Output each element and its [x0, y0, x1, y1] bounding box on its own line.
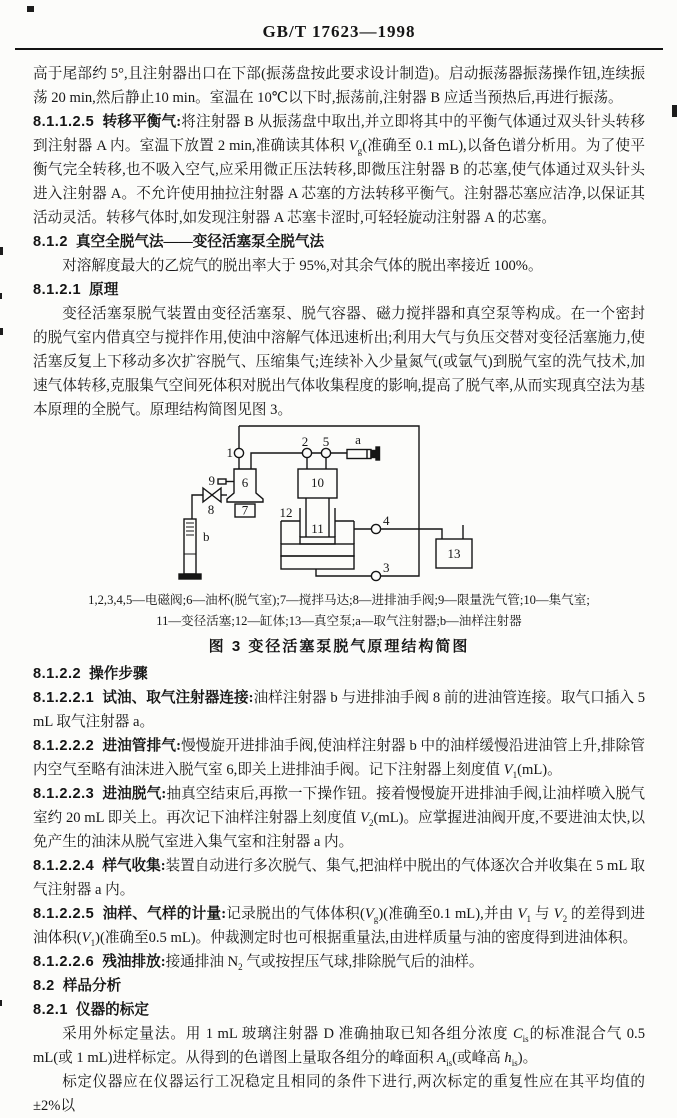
para-principle: 变径活塞泵脱气装置由变径活塞泵、脱气容器、磁力搅拌器和真空泵等构成。在一个密封的脱气室内借真空与搅拌作用,使油中溶解气体迅速析出;利用大气与负压交替对变径活塞施力,使活塞反复上下移动多次扩容脱气、压缩集气;连续补入少量氮气(或氩气)到脱气室的洗气技术,加速气体转移,克服集气空间死体积对脱出气体收集程度的影响,提高了脱气率,从而实现真空法为基本原理的全脱气。原理结构简图见图 3。	[33, 306, 645, 418]
scan-artifact	[0, 1000, 2, 1006]
label-6: 6	[241, 475, 249, 490]
hand-valve-icon	[203, 488, 221, 502]
figure-3-legend-line-1: 1,2,3,4,5—电磁阀;6—油杯(脱气室);7—搅拌马达;8—进排油手阀;9—限量洗气管;10—集气室;	[88, 593, 590, 607]
label-12: 12	[279, 505, 293, 520]
label-13: 13	[447, 546, 461, 561]
label-3: 3	[383, 560, 390, 575]
label-5: 5	[322, 434, 330, 449]
scan-artifact	[27, 6, 34, 12]
document-body	[33, 62, 645, 1118]
label-9: 9	[208, 473, 215, 488]
solenoid-valve-2-icon	[302, 448, 311, 457]
clause-8-1-1-2-5: 8.1.1.2.5 转移平衡气:将注射器 B 从振荡盘中取出,并立即将其中的平衡气体通过双头针头转移到注射器 A 内。室温下放置 2 min,准确读其体积 $V_g$(准确至 0.1 mL),以备色谱分析用。为了使平衡气完全转移,也不吸入空气,应采用微正压法转移,即微压注射器 B 的芯塞,使气体通过双头针头进入注射器 A。不允许使用抽拉注射器 A 芯塞的方法转移平衡气。注射器芯塞应洁净,以保证其活动灵活。转移气体时,如发现注射器 A 芯塞卡涩时,可轻轻旋动注射器 A 的芯塞。	[33, 114, 645, 226]
oil-syringe-icon	[179, 519, 201, 579]
clause-8-1-2-2-5: 8.1.2.2.5 油样、气样的计量:记录脱出的气体体积$(V_g)$(准确至0.1 mL),并由 $V_1$ 与 $V_2$ 的差得到进油体积$(V_1)$(准确至0.5 mL)。仲裁测定时也可根据重量法,由进样质量与油的密度得到进油体积。	[33, 906, 645, 948]
label-b: b	[203, 529, 210, 544]
para-calibration-method: 采用外标定量法。用 1 mL 玻璃注射器 D 准确抽取已知各组分浓度 $C_{is}$的标准混合气 0.5 mL(或 1 mL)进样标定。从得到的色谱图上量取各组分的峰面积 $A_{is}$(或峰高 $h_{is}$)。	[33, 1026, 645, 1068]
scan-artifact	[0, 328, 3, 335]
clause-8-1-2-2-6: 8.1.2.2.6 残油排放:接通排油 $N_2$ 气或按捏压气球,排除脱气后的油样。	[33, 954, 484, 972]
figure-3-legend-line-2: 11—变径活塞;12—缸体;13—真空泵;a—取气注射器;b—油样注射器	[156, 614, 522, 628]
label-7: 7	[241, 502, 249, 518]
heading-8-2-1: 8.2.1 仪器的标定	[33, 1002, 149, 1018]
clause-8-1-2-2-2: 8.1.2.2.2 进油管排气:慢慢旋开进排油手阀,使油样注射器 b 中的油样缓慢沿进油管上升,排除管内空气至略有油沫进入脱气室 6,即关上进排油手阀。记下注射器上刻度值 $V_1(mL)$。	[33, 738, 645, 780]
solenoid-valve-5-icon	[321, 448, 330, 457]
label-11: 11	[311, 521, 324, 536]
scan-artifact	[0, 293, 2, 299]
label-8: 8	[207, 502, 215, 517]
heading-8-1-2: 8.1.2 真空全脱气法——变径活塞泵全脱气法	[33, 234, 325, 250]
scan-artifact	[672, 105, 677, 117]
para-degassing-rate: 对溶解度最大的乙烷气的脱出率大于 95%,对其余气体的脱出率接近 100%。	[62, 258, 543, 274]
clause-8-1-2-2-3: 8.1.2.2.3 进油脱气:抽真空结束后,再揿一下操作钮。接着慢慢旋开进排油手阀,让油样喷入脱气室约 20 mL 即关上。再次记下油样注射器上刻度值 $V_2(mL)$。应掌握进油阀开度,不要进油太快,以免产生的油沫从脱气室进入集气室和注射器 a 内。	[33, 786, 645, 850]
purge-tube-icon	[218, 479, 226, 484]
header-rule	[15, 48, 663, 50]
figure-3	[33, 424, 645, 659]
label-1: 1	[226, 445, 233, 460]
clause-8-1-2-2-4: 8.1.2.2.4 样气收集:装置自动进行多次脱气、集气,把油样中脱出的气体逐次合并收集在 5 mL 取气注射器 a 内。	[33, 858, 646, 898]
heading-8-1-2-2: 8.1.2.2 操作步骤	[33, 666, 148, 682]
standard-number: GB/T 17623—1998	[262, 22, 416, 41]
label-2: 2	[301, 434, 309, 449]
label-a: a	[355, 432, 361, 447]
figure-3-diagram	[139, 424, 539, 589]
figure-3-caption: 图 3 变径活塞泵脱气原理结构简图	[208, 638, 470, 655]
label-10: 10	[311, 475, 324, 490]
heading-8-1-2-1: 8.1.2.1 原理	[33, 282, 119, 298]
solenoid-valve-4-icon	[371, 524, 380, 533]
solenoid-valve-3-icon	[371, 571, 380, 580]
solenoid-valve-1-icon	[234, 448, 243, 457]
para-calibration-conditions: 标定仪器应在仪器运行工况稳定且相同的条件下进行,两次标定的重复性应在其平均值的±2%以	[33, 1074, 645, 1114]
label-4: 4	[383, 513, 390, 528]
heading-8-2: 8.2 样品分析	[33, 978, 122, 994]
gas-syringe-icon	[347, 447, 380, 460]
clause-8-1-2-2-1: 8.1.2.2.1 试油、取气注射器连接:油样注射器 b 与进排油手阀 8 前的进油管连接。取气口插入 5 mL 取气注射器 a。	[33, 690, 645, 730]
para-oscillation: 高于尾部约 5°,且注射器出口在下部(振荡盘按此要求设计制造)。启动振荡器振荡操作钮,连续振荡 20 min,然后静止10 min。室温在 10℃以下时,振荡前,注射器 B 应适当预热后,再进行振荡。	[33, 66, 645, 106]
scan-artifact	[0, 247, 3, 255]
